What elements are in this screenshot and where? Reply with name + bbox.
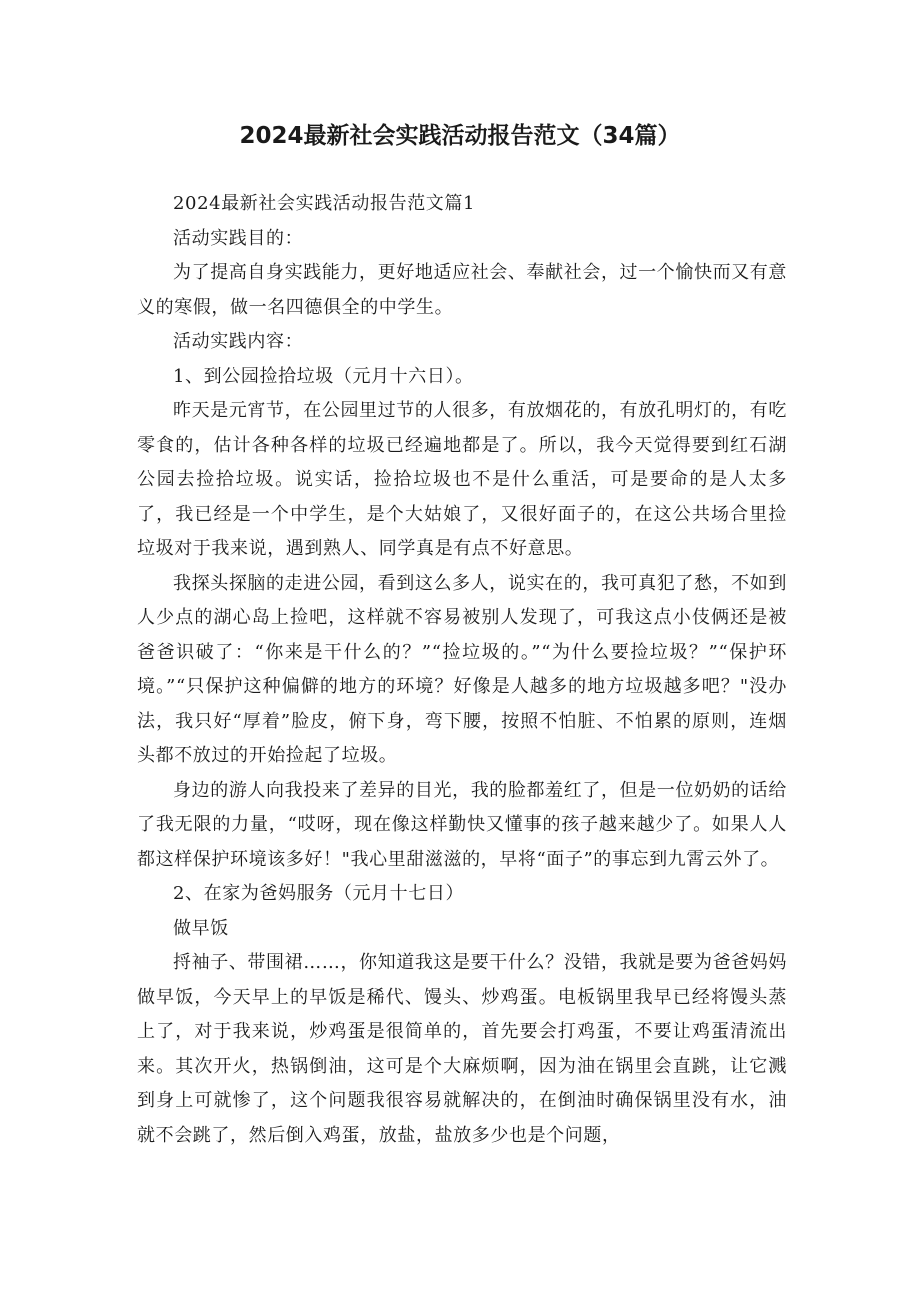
paragraph: 活动实践内容： bbox=[173, 331, 304, 352]
paragraph: 我探头探脑的走进公园，看到这么多人，说实在的，我可真犯了愁，不如到人少点的湖心岛上捡吧，这样就不容易被别人发现了，可我这点小伎俩还是被爸爸识破了：“你来是干什么的？”“捡垃圾的。”“为什么要捡垃圾？”“保护环境。”“只保护这种偏僻的地方的环境？好像是人越多的地方垃圾越多吧？"没办法，我只好“厚着”脸皮，俯下身，弯下腰，按照不怕脏、不怕累的原则，连烟头都不放过的开始捡起了垃圾。 bbox=[137, 572, 787, 766]
paragraph: 为了提高自身实践能力，更好地适应社会、奉献社会，过一个愉快而又有意义的寒假，做一名四德俱全的中学生。 bbox=[137, 262, 787, 318]
document-body bbox=[137, 187, 787, 1153]
section-heading: 2024最新社会实践活动报告范文篇1 bbox=[173, 193, 476, 214]
paragraph: 做早饭 bbox=[173, 917, 229, 939]
paragraph: 昨天是元宵节，在公园里过节的人很多，有放烟花的，有放孔明灯的，有吃零食的，估计各种各样的垃圾已经遍地都是了。所以，我今天觉得要到红石湖公园去捡拾垃圾。说实话，捡拾垃圾也不是什么重活，可是要命的是人太多了，我已经是一个中学生，是个大姑娘了，又很好面子的，在这公共场合里捡垃圾对于我来说，遇到熟人、同学真是有点不好意思。 bbox=[137, 400, 787, 559]
document-title: 2024最新社会实践活动报告范文（34篇） bbox=[239, 123, 681, 149]
paragraph: 2、在家为爸妈服务（元月十七日） bbox=[173, 883, 465, 904]
paragraph: 捋袖子、带围裙……，你知道我这是要干什么？没错，我就是要为爸爸妈妈做早饭，今天早上的早饭是稀代、馒头、炒鸡蛋。电板锅里我早已经将馒头蒸上了，对于我来说，炒鸡蛋是很简单的，首先要会打鸡蛋，不要让鸡蛋清流出来。其次开火，热锅倒油，这可是个大麻烦啊，因为油在锅里会直跳，让它溅到身上可就惨了，这个问题我很容易就解决的，在倒油时确保锅里没有水，油就不会跳了，然后倒入鸡蛋，放盐，盐放多少也是个问题， bbox=[137, 952, 787, 1146]
paragraph: 身边的游人向我投来了差异的目光，我的脸都羞红了，但是一位奶奶的话给了我无限的力量，“哎呀，现在像这样勤快又懂事的孩子越来越少了。如果人人都这样保护环境该多好！"我心里甜滋滋的，早将“面子”的事忘到九霄云外了。 bbox=[137, 779, 787, 870]
paragraph: 1、到公园捡拾垃圾（元月十六日）。 bbox=[173, 365, 474, 387]
paragraph: 活动实践目的： bbox=[173, 227, 304, 249]
